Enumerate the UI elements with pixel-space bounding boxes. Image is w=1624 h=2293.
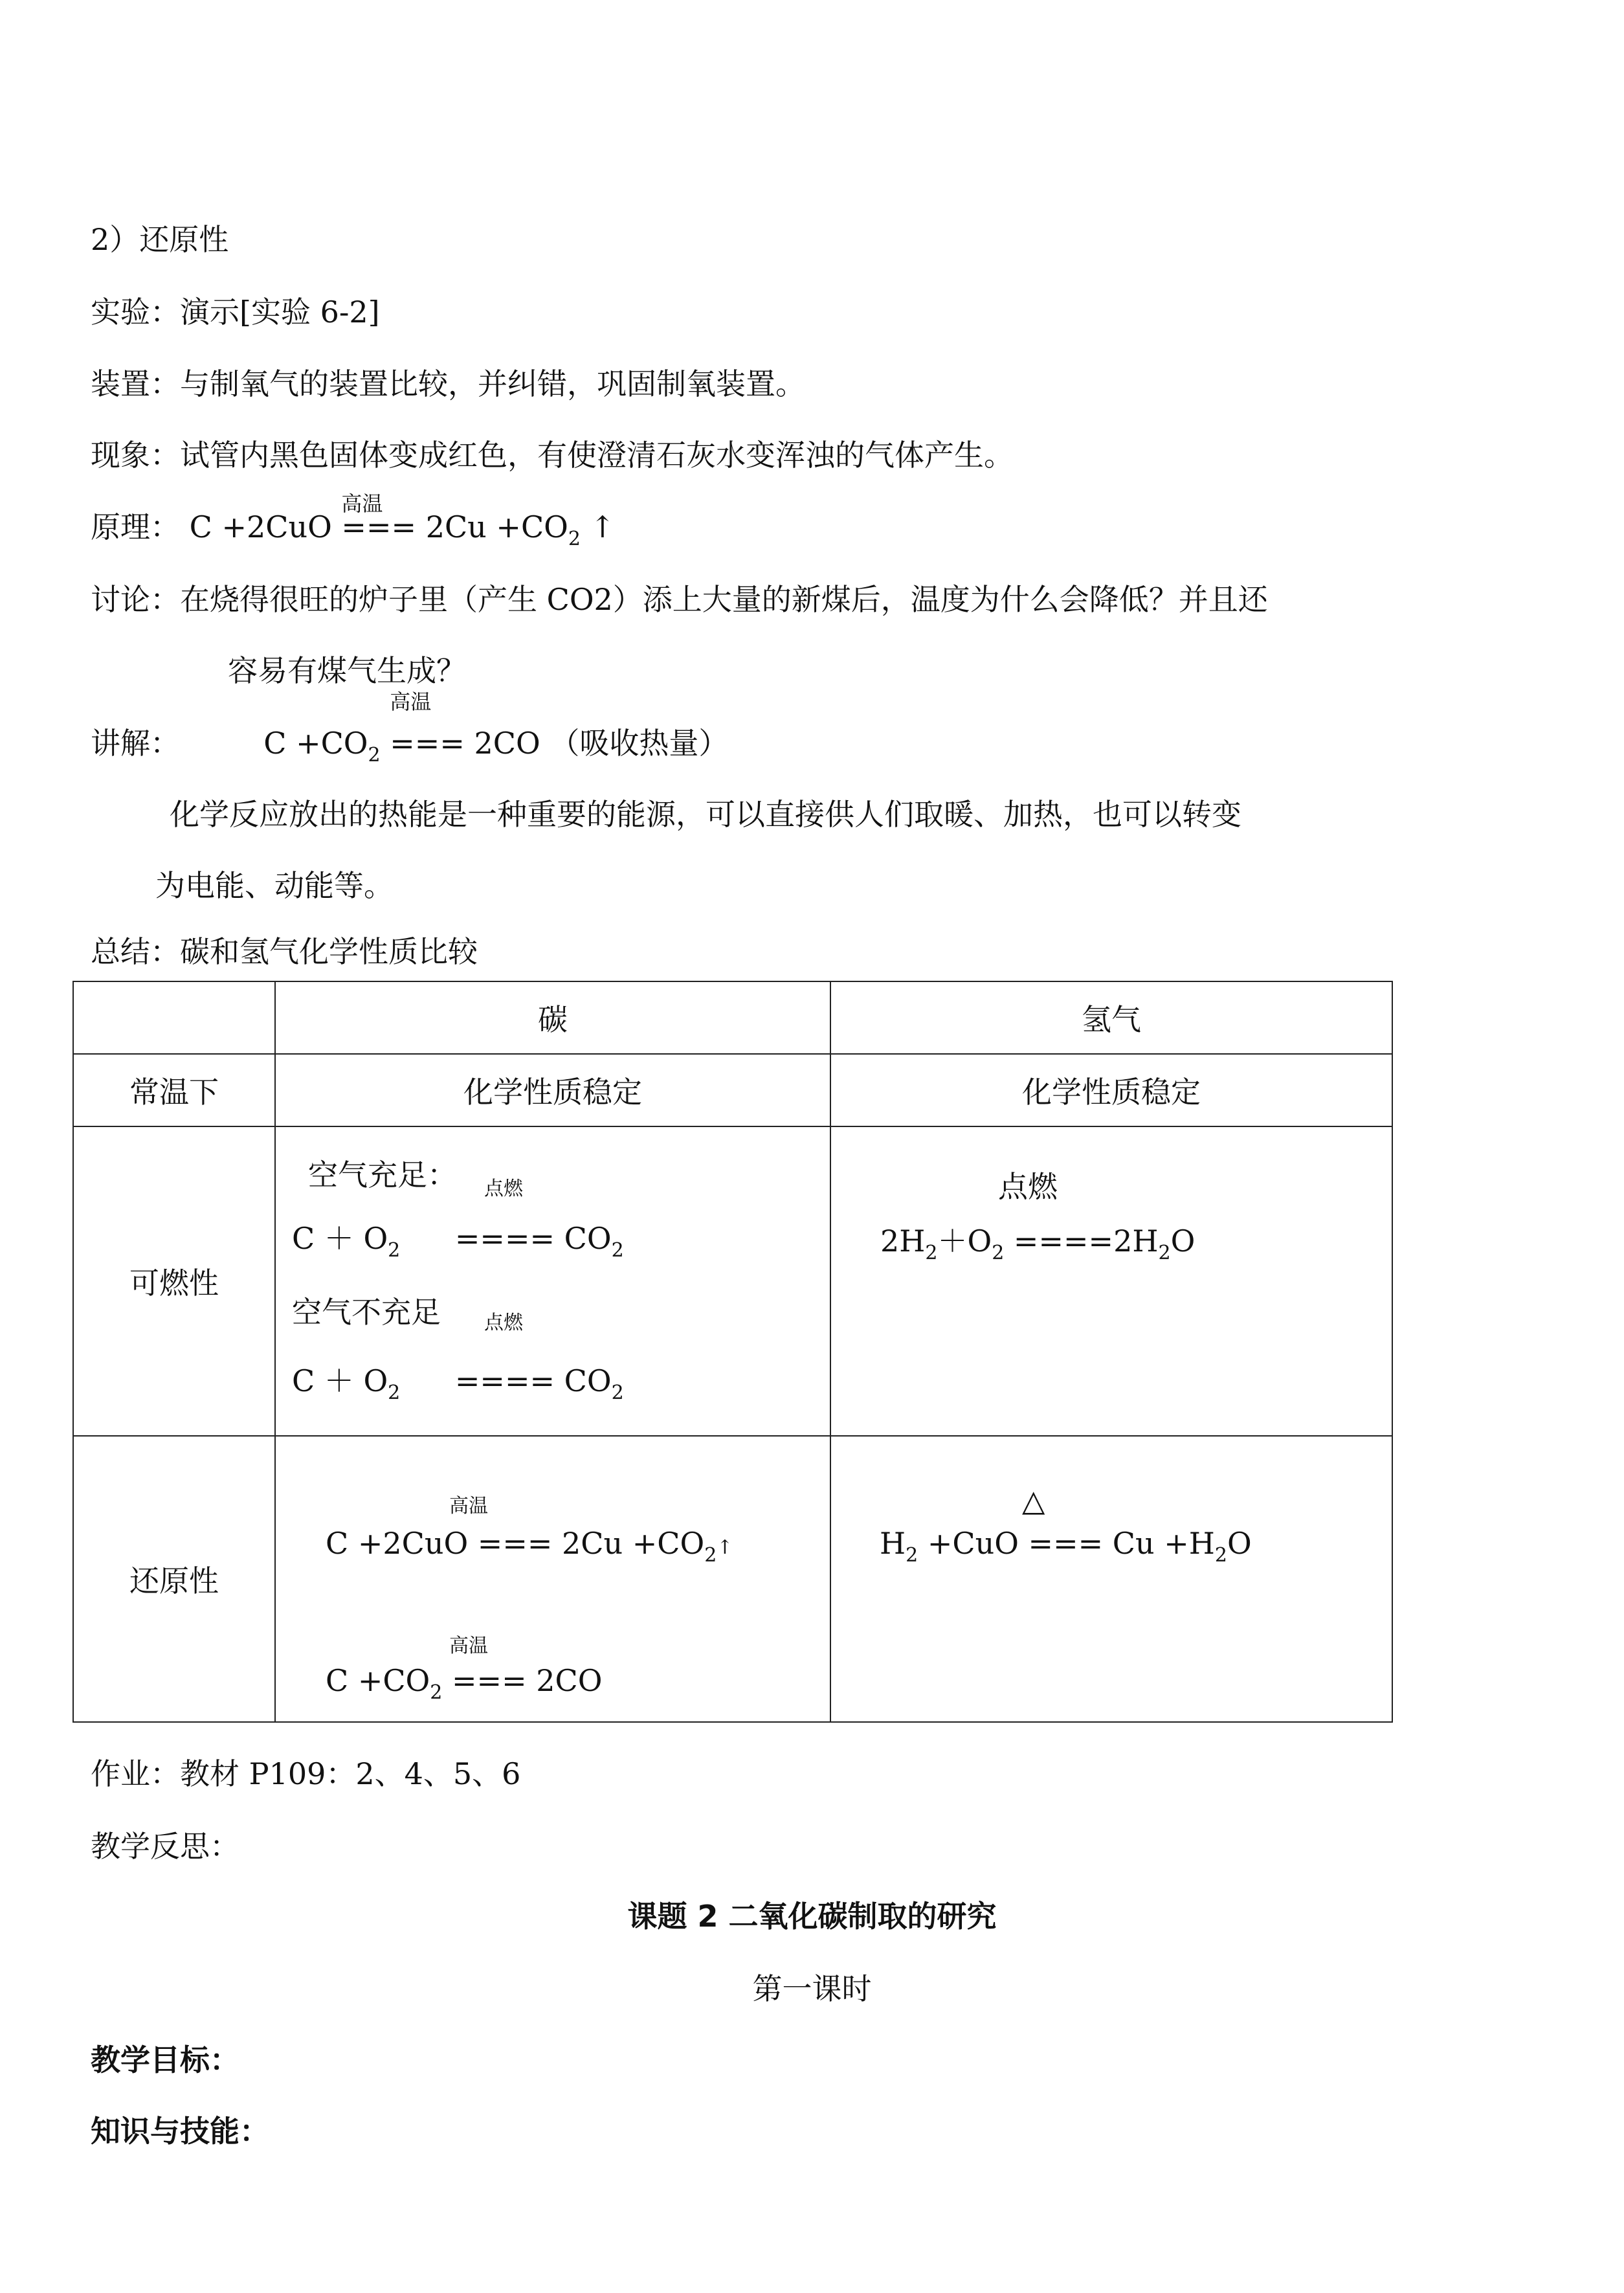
carbon-reduction-equation-1: C +2CuO === $2Cu +CO_2↑$: [326, 1526, 733, 1567]
carbon-lack-air-condition: 点燃: [484, 1312, 523, 1334]
carbon-lack-air-label: 空气不充足: [292, 1295, 441, 1330]
row-normal-carbon: 化学性质稳定: [275, 1054, 830, 1126]
energy-note-line2: 为电能、动能等。: [155, 868, 394, 903]
explanation-condition: 高温: [390, 689, 432, 714]
explanation-line: [91, 689, 729, 767]
explanation-sign-wrap: [390, 689, 465, 763]
reflection-line: 教学反思：: [91, 1829, 239, 1864]
explanation-sub: 2: [368, 744, 381, 766]
explanation-lhs: C +CO: [263, 726, 368, 761]
hydrogen-combustion-equation: $2H_2+O_2 ====2H_2O$: [880, 1224, 1196, 1264]
comparison-table: [72, 981, 1393, 1723]
table-row-combustion: [73, 1126, 1392, 1436]
principle-label: 原理：: [91, 509, 180, 544]
summary-line: 总结：碳和氢气化学性质比较: [91, 934, 478, 969]
goals-heading: 教学目标：: [91, 2042, 239, 2077]
explanation-rhs: 2CO （吸收热量）: [474, 726, 729, 761]
carbon-reduction-condition-2: 高温: [449, 1635, 488, 1657]
principle-rhs: 2Cu +CO: [425, 509, 568, 544]
hydrogen-reduction-condition: △: [1022, 1483, 1045, 1518]
principle-lhs: C +2CuO: [189, 509, 332, 544]
experiment-line: 实验：演示[实验 6-2]: [91, 295, 380, 330]
table-header-row: [73, 981, 1392, 1054]
principle-sign-wrap: [341, 491, 417, 546]
carbon-full-air-label: 空气充足：: [308, 1158, 457, 1192]
principle-line: [91, 491, 616, 551]
discussion-line1: 讨论：在烧得很旺的炉子里（产生 CO2）添上大量的新煤后，温度为什么会降低？并且还: [91, 582, 1268, 617]
table-row-normal: [73, 1054, 1392, 1126]
carbon-reduction-condition-1: 高温: [449, 1495, 488, 1517]
principle-arrow: ↑: [590, 509, 616, 544]
energy-note-line1: 化学反应放出的热能是一种重要的能源，可以直接供人们取暖、加热，也可以转变: [170, 797, 1241, 832]
carbon-full-air-condition: 点燃: [484, 1178, 523, 1200]
discussion-line2: 容易有煤气生成？: [228, 653, 466, 688]
table-row-reduction: [73, 1436, 1392, 1722]
row-combustion-hydrogen: [830, 1126, 1392, 1436]
principle-sign: ===: [341, 509, 417, 544]
apparatus-line: 装置：与制氧气的装置比较，并纠错，巩固制氧装置。: [91, 366, 805, 401]
homework-line: 作业：教材 P109：2、4、5、6: [91, 1756, 521, 1791]
row-reduction-label: 还原性: [73, 1436, 275, 1722]
hydrogen-reduction-equation: $H_2 +CuO$ === $Cu +H_2O$: [880, 1526, 1252, 1567]
carbon-lack-air-equation: $C + O_2$ ==== $CO_2$: [292, 1363, 624, 1404]
explanation-sign: ===: [390, 726, 465, 761]
row-normal-hydrogen: 化学性质稳定: [830, 1054, 1392, 1126]
carbon-reduction-equation-2: $C +CO_2$ === 2CO: [326, 1663, 603, 1704]
hydrogen-combustion-condition: 点燃: [998, 1169, 1058, 1204]
header-cell-carbon: 碳: [275, 981, 830, 1054]
row-normal-label: 常温下: [73, 1054, 275, 1126]
principle-condition: 高温: [341, 491, 383, 516]
header-cell-empty: [73, 981, 275, 1054]
phenomenon-line: 现象：试管内黑色固体变成红色，有使澄清石灰水变浑浊的气体产生。: [91, 438, 1014, 473]
lesson-title: 课题 2 二氧化碳制取的研究: [627, 1899, 997, 1934]
principle-sub: 2: [568, 528, 581, 550]
carbon-full-air-equation: $C + O_2$ ==== $CO_2$: [292, 1221, 624, 1262]
knowledge-heading: 知识与技能：: [91, 2114, 269, 2149]
lesson-period: 第一课时: [752, 1971, 872, 2006]
explanation-label: 讲解：: [91, 726, 180, 761]
row-combustion-carbon: [275, 1126, 830, 1436]
header-cell-hydrogen: 氢气: [830, 981, 1392, 1054]
section-title: 2）还原性: [91, 222, 229, 257]
row-reduction-carbon: [275, 1436, 830, 1722]
row-combustion-label: 可燃性: [73, 1126, 275, 1436]
row-reduction-hydrogen: [830, 1436, 1392, 1722]
